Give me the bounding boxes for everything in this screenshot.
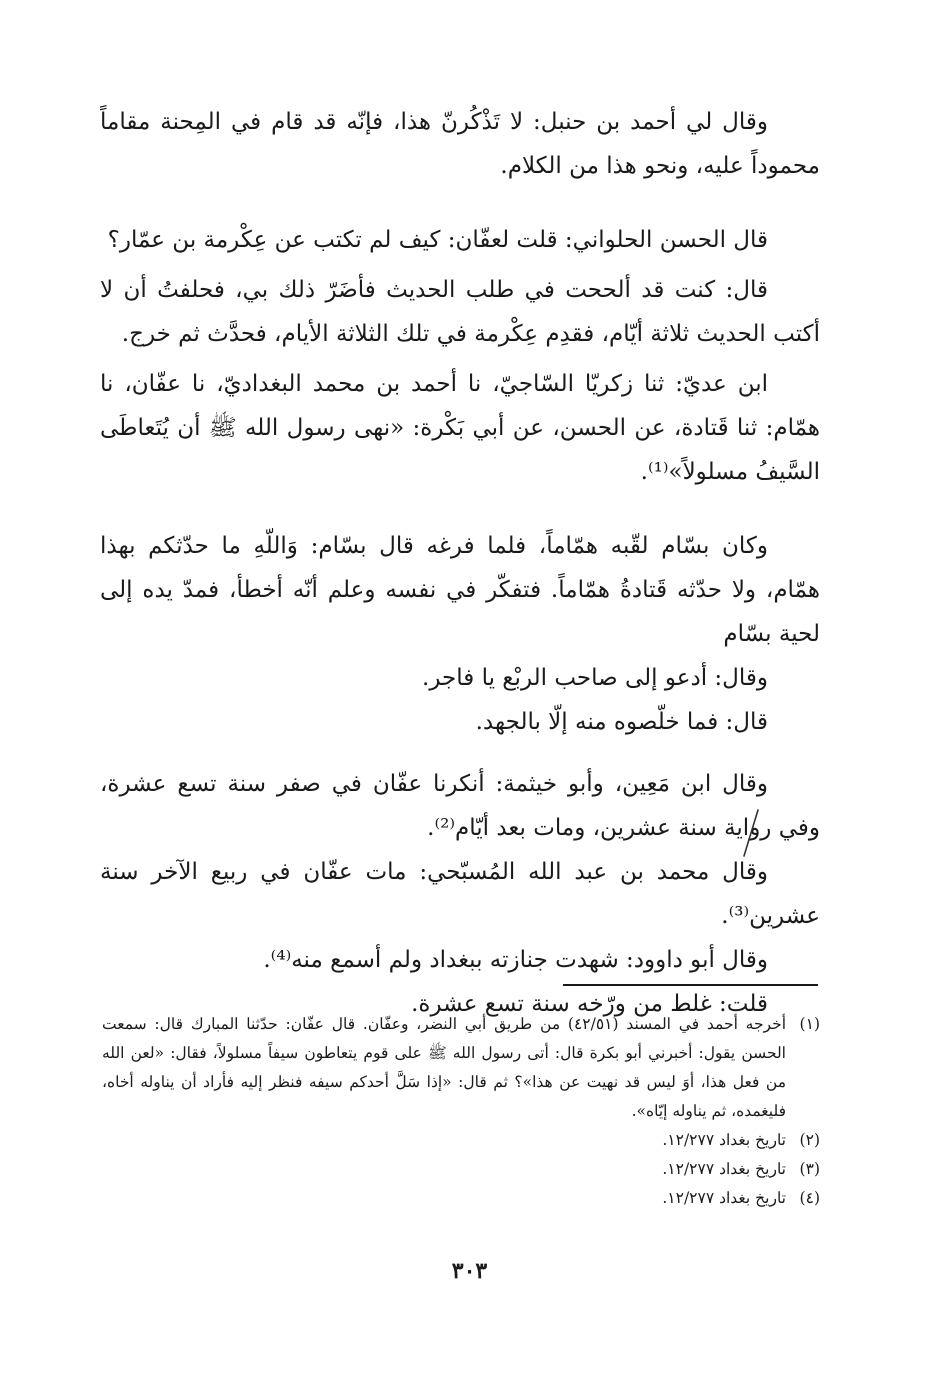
paragraph-hulwani-question: قال الحسن الحلواني: قلت لعفّان: كيف لم تكتب عن عِكْرمة بن عمّار؟ [107,227,768,253]
main-text-block [100,100,820,1026]
pen-stroke-mark [736,808,766,860]
footnote-separator [563,984,818,986]
footnote-text: أخرجه أحمد في المسند (٤٢/٥١) من طريق أبي النضر، وعفّان. قال عفّان: حدّثنا المبارك قال: سمعت الحسن يقول: أخبرني أبو بكرة قال: أتى رسول الله ﷺ على قوم يتعاطون سيفاً مسلولاً، فقال: «لعن الله من فعل هذا، أوَ ليس قد نهيت عن هذا»؟ ثم قال: «إذا سَلَّ أحدكم سيفه فنظر إليه فأراد أن يناوله أخاه، فليغمده، ثم يناوله إيّاه». [102,1015,787,1120]
footnote-item [102,1184,820,1213]
footnote-number: (٢) [799,1131,820,1149]
footnote-text: تاريخ بغداد ١٢/٢٧٧. [662,1131,786,1149]
paragraph-ahmad-ibn-hanbal: وقال لي أحمد بن حنبل: لا تَذْكُرنّ هذا، فإنّه قد قام في المِحنة مقاماً محموداً عليه، ونحو هذا من الكلام. [100,109,820,179]
footnote-number: (٣) [799,1160,820,1178]
footnote-item [102,1126,820,1155]
paragraph-ibn-main-death: وقال ابن مَعِين، وأبو خيثمة: أنكرنا عفّان في صفر سنة تسع عشرة، وفي رواية سنة عشرين، ومات بعد أيّام⁽²⁾. [100,771,820,841]
paragraph-musabbihi: وقال محمد بن عبد الله المُسبّحي: مات عفّان في ربيع الآخر سنة عشرين⁽³⁾. [100,859,820,929]
footnote-item [102,1010,820,1126]
paragraph-ibn-adi-hadith: ابن عديّ: ثنا زكريّا السّاجيّ، نا أحمد بن محمد البغداديّ، نا عفّان، نا همّام: ثنا قَتادة، عن الحسن، عن أبي بَكْرة: «نهى رسول الله ﷺ أن يُتَعاطَى السَّيفُ مسلولاً»⁽¹⁾. [100,371,820,485]
footnotes-block [102,1010,820,1213]
footnote-number: (١) [799,1015,820,1033]
paragraph-abu-dawud: وقال أبو داوود: شهدت جنازته ببغداد ولم أسمع منه⁽⁴⁾. [263,947,768,973]
paragraph-author-note: قلت: غلط من ورّخه سنة تسع عشرة. [411,991,768,1017]
paragraph-bassam-quote: وقال: أدعو إلى صاحب الربْع يا فاجر. [422,665,768,691]
footnote-number: (٤) [799,1189,820,1207]
footnote-text: تاريخ بغداد ١٢/٢٧٧. [662,1160,786,1178]
paragraph-affan-answer: قال: كنت قد ألححت في طلب الحديث فأضَرّ ذلك بي، فحلفتُ أن لا أكتب الحديث ثلاثة أيّام، فقدِم عِكْرمة في تلك الثلاثة الأيام، فحدَّث ثم خرج. [100,277,820,347]
footnote-text: تاريخ بغداد ١٢/٢٧٧. [662,1189,786,1207]
page-number: ٣٠٣ [451,1258,488,1284]
footnote-item [102,1155,820,1184]
paragraph-bassam-story: وكان بسّام لقّبه همّاماً، فلما فرغه قال بسّام: وَاللّهِ ما حدّثكم بهذا همّام، ولا حدّثه قَتادةُ همّاماً. فتفكّر في نفسه وعلم أنّه أخطأ، فمدّ يده إلى لحية بسّام [100,533,820,647]
paragraph-rescued: قال: فما خلّصوه منه إلّا بالجهد. [475,709,768,735]
